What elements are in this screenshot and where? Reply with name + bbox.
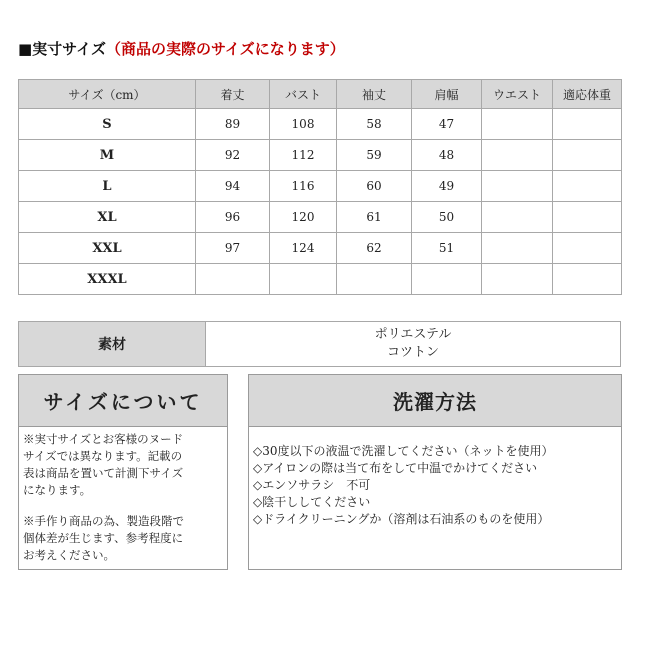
table-cell: 59 <box>337 140 412 171</box>
washing-title: 洗濯方法 <box>249 375 621 427</box>
size-info-line: サイズでは異なります。記載の <box>23 449 183 463</box>
size-info-line: 表は商品を置いて計測下サイズ <box>23 466 184 480</box>
table-cell <box>412 264 482 295</box>
size-info-line: お考えください。 <box>23 548 115 562</box>
table-cell <box>337 264 412 295</box>
washing-line: ◇アイロンの際は当て布をして中温でかけてください <box>253 461 538 475</box>
material-values <box>206 322 620 366</box>
table-row <box>19 140 622 171</box>
table-cell: 92 <box>196 140 270 171</box>
table-cell: 120 <box>270 202 337 233</box>
table-cell <box>553 202 622 233</box>
size-info-line: になります。 <box>23 483 92 497</box>
table-cell: 47 <box>412 109 482 140</box>
header-cell: 適応体重 <box>553 80 622 109</box>
size-label: M <box>19 140 196 171</box>
table-cell <box>482 202 553 233</box>
table-cell <box>553 109 622 140</box>
table-cell: 49 <box>412 171 482 202</box>
table-cell: 62 <box>337 233 412 264</box>
table-cell <box>482 109 553 140</box>
material-row <box>18 321 621 367</box>
table-cell: 124 <box>270 233 337 264</box>
table-cell <box>553 233 622 264</box>
header-cell: 着丈 <box>196 80 270 109</box>
table-cell: 96 <box>196 202 270 233</box>
header-cell: サイズ（cm） <box>19 80 196 109</box>
material-label: 素材 <box>19 322 206 366</box>
table-cell: 61 <box>337 202 412 233</box>
table-cell <box>482 140 553 171</box>
table-cell: 58 <box>337 109 412 140</box>
size-table-header <box>19 80 622 109</box>
washing-box <box>248 374 622 570</box>
table-row <box>19 264 622 295</box>
washing-line: ◇ドライクリーニングか（溶剤は石油系のものを使用） <box>253 512 550 526</box>
size-info-line: 個体差が生じます、参考程度に <box>23 531 184 545</box>
table-cell <box>553 264 622 295</box>
table-cell: 60 <box>337 171 412 202</box>
size-info-line: ※手作り商品の為、製造段階で <box>23 514 184 528</box>
table-cell <box>270 264 337 295</box>
header-cell: バスト <box>270 80 337 109</box>
table-cell: 48 <box>412 140 482 171</box>
material-value: コツトン <box>386 345 439 360</box>
size-info-body <box>19 427 227 568</box>
heading-note: （商品の実際のサイズになります） <box>105 40 345 58</box>
table-row <box>19 202 622 233</box>
washing-body <box>249 427 621 532</box>
table-cell <box>553 140 622 171</box>
size-label: S <box>19 109 196 140</box>
table-row <box>19 109 622 140</box>
table-cell: 50 <box>412 202 482 233</box>
table-cell: 51 <box>412 233 482 264</box>
paragraph-gap <box>23 499 223 513</box>
washing-line: ◇エンソサラシ 不可 <box>253 478 371 492</box>
header-cell: ウエスト <box>482 80 553 109</box>
washing-line: ◇30度以下の液温で洗濯してください（ネットを使用） <box>253 444 554 458</box>
table-cell <box>553 171 622 202</box>
size-label: XXXL <box>19 264 196 295</box>
table-cell <box>196 264 270 295</box>
table-cell <box>482 171 553 202</box>
size-label: XL <box>19 202 196 233</box>
size-info-box <box>18 374 228 570</box>
size-info-line: ※実寸サイズとお客様のヌード <box>23 432 184 446</box>
table-cell <box>482 264 553 295</box>
table-cell: 108 <box>270 109 337 140</box>
header-cell: 袖丈 <box>337 80 412 109</box>
table-cell: 112 <box>270 140 337 171</box>
table-cell: 116 <box>270 171 337 202</box>
page-heading <box>18 38 345 59</box>
table-cell: 89 <box>196 109 270 140</box>
size-label: XXL <box>19 233 196 264</box>
table-row <box>19 233 622 264</box>
table-row <box>19 171 622 202</box>
size-info-title: サイズについて <box>19 375 227 427</box>
washing-line: ◇陰干ししてください <box>253 495 371 509</box>
heading-main: ■実寸サイズ <box>18 40 106 58</box>
header-cell: 肩幅 <box>412 80 482 109</box>
size-table <box>18 79 622 295</box>
table-cell: 97 <box>196 233 270 264</box>
material-value: ポリエステル <box>374 327 452 342</box>
size-label: L <box>19 171 196 202</box>
table-cell <box>482 233 553 264</box>
table-cell: 94 <box>196 171 270 202</box>
